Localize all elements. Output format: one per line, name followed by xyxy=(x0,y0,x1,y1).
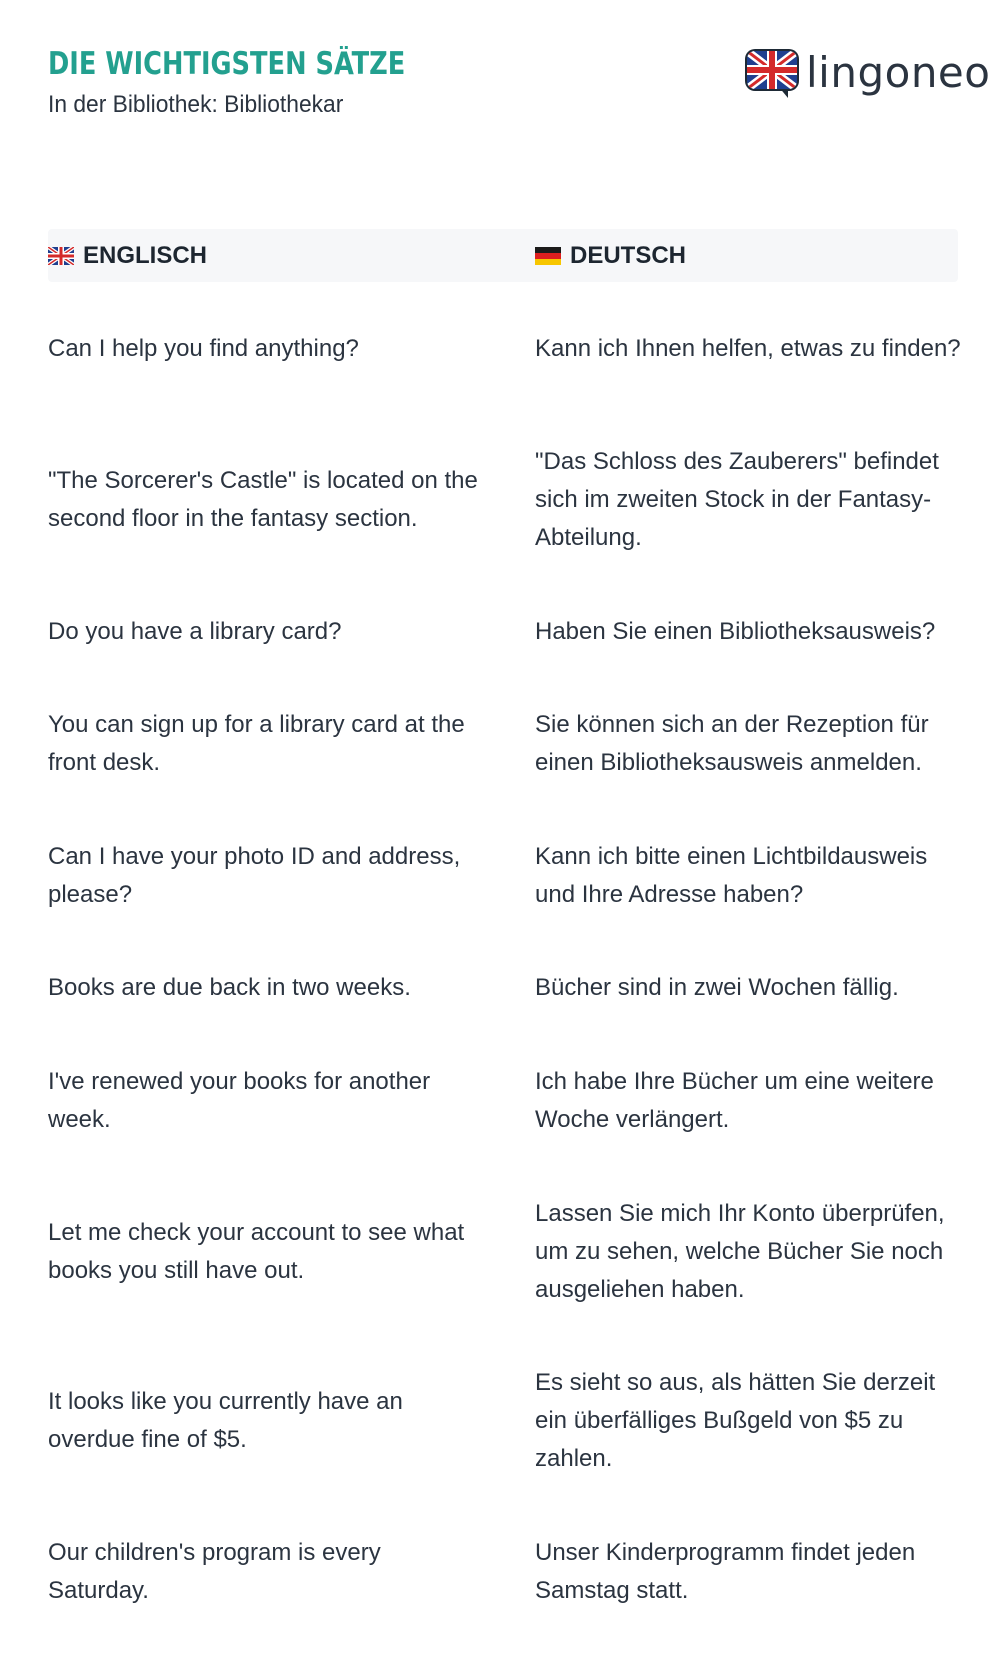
column-header-english xyxy=(48,229,207,282)
row-3-english: Do you have a library card? xyxy=(48,618,342,645)
lingoneo-logo[interactable] xyxy=(744,48,990,100)
uk-flag-icon xyxy=(48,247,74,265)
row-5-german: Kann ich bitte einen Lichtbildausweis und Ihre Adresse haben? xyxy=(535,843,928,908)
page-subtitle: In der Bibliothek: Bibliothekar xyxy=(48,91,344,118)
row-6-english: Books are due back in two weeks. xyxy=(48,974,411,1001)
row-10-english: Our children's program is every Saturday. xyxy=(48,1539,381,1604)
row-8-english: Let me check your account to see what books you still have out. xyxy=(48,1219,465,1284)
row-6-german: Bücher sind in zwei Wochen fällig. xyxy=(535,974,899,1001)
column-label-german: DEUTSCH xyxy=(570,241,687,269)
row-8-german: Lassen Sie mich Ihr Konto überprüfen, um zu sehen, welche Bücher Sie noch ausgeliehen haben. xyxy=(535,1200,945,1303)
row-4-german: Sie können sich an der Rezeption für einen Bibliotheksausweis anmelden. xyxy=(535,711,929,776)
row-7-english: I've renewed your books for another week. xyxy=(48,1068,431,1133)
row-1-german: Kann ich Ihnen helfen, etwas zu finden? xyxy=(535,335,961,362)
row-2-german: "Das Schloss des Zauberers" befindet sich im zweiten Stock in der Fantasy-Abteilung. xyxy=(535,448,939,551)
row-3-german: Haben Sie einen Bibliotheksausweis? xyxy=(535,618,936,645)
page-header xyxy=(48,46,436,119)
logo-text: lingoneo xyxy=(806,47,991,97)
de-flag-icon xyxy=(535,247,561,265)
row-9-german: Es sieht so aus, als hätten Sie derzeit ein überfälliges Bußgeld von $5 zu zahlen. xyxy=(535,1369,936,1472)
row-10-german: Unser Kinderprogramm findet jeden Samstag statt. xyxy=(535,1539,916,1604)
row-2-english: "The Sorcerer's Castle" is located on the second floor in the fantasy section. xyxy=(48,467,478,532)
column-label-english: ENGLISCH xyxy=(83,241,208,269)
row-7-german: Ich habe Ihre Bücher um eine weitere Woche verlängert. xyxy=(535,1068,934,1133)
column-header-german xyxy=(535,229,686,282)
row-5-english: Can I have your photo ID and address, please? xyxy=(48,843,461,908)
row-1-english: Can I help you find anything? xyxy=(48,335,359,362)
row-4-english: You can sign up for a library card at the front desk. xyxy=(48,711,465,776)
table-header xyxy=(48,229,958,282)
page-title: DIE WICHTIGSTEN SÄTZE xyxy=(48,46,406,82)
row-9-english: It looks like you currently have an overdue fine of $5. xyxy=(48,1388,403,1453)
uk-flag-speech-bubble-icon xyxy=(744,48,800,100)
